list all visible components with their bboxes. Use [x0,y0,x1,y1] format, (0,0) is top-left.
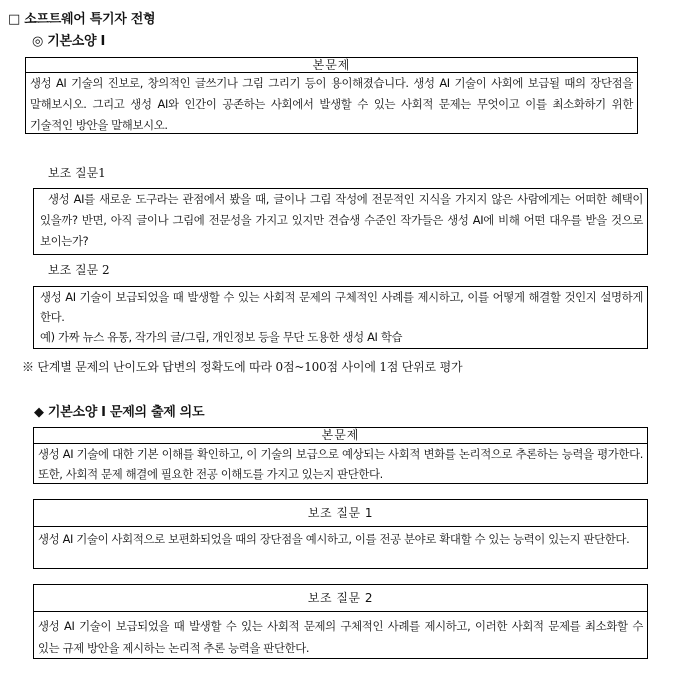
intent-sub1-text: 생성 AI 기술이 사회적으로 보편화되었을 때의 장단점을 예시하고, 이를 전공 분야로 확대할 수 있는 능력이 있는지 판단한다. [38,532,630,546]
section-subtitle: ◎ 기본소양 I [32,34,106,49]
intent-section-title: ◆ 기본소양 I 문제의 출제 의도 [34,405,205,420]
sub-question-2-example: 예) 가짜 뉴스 유통, 작가의 글/그림, 개인정보 등을 무단 도용한 생성 AI 학습 [40,330,403,344]
intent-sub2-box [33,584,648,659]
main-question-box [25,57,638,134]
main-question-title: 본문제 [26,58,637,73]
intent-sub2-text: 생성 AI 기술이 보급되었을 때 발생할 수 있는 사회적 문제의 구체적인 사례를 제시하고, 이러한 사회적 문제를 최소화할 수 있는 규제 방안을 제시하는 논리적 추론 능력을 판단한다. [38,619,643,655]
intent-sub1-title: 보조 질문 1 [34,500,647,527]
sub-question-2-text: 생성 AI 기술이 보급되었을 때 발생할 수 있는 사회적 문제의 구체적인 사례를 제시하고, 이를 어떻게 해결할 것인지 설명하게 한다. [40,290,643,324]
sub-question-1-box [33,188,648,255]
scoring-note: ※ 단계별 문제의 난이도와 답변의 정확도에 따라 0점~100점 사이에 1점 단위로 평가 [22,360,463,374]
intent-sub2-title: 보조 질문 2 [34,585,647,612]
intent-main-title: 본문제 [34,428,647,444]
document-title: □ 소프트웨어 특기자 전형 [8,12,156,27]
main-question-text: 생성 AI 기술의 진보로, 창의적인 글쓰기나 그림 그리기 등이 용이해졌습니다. 생성 AI 기술이 사회에 보급될 때의 장단점을 말해보시오. 그리고 생성 AI와 인간이 공존하는 사회에서 발생할 수 있는 사회적 문제는 무엇이고 이를 최소화하기 위한 기술적인 방안을 말해보시오. [30,76,633,132]
intent-sub1-box [33,499,648,569]
intent-main-box [33,427,648,484]
sub-question-2-box [33,286,648,349]
sub-question-2-label: 보조 질문 2 [48,263,110,277]
sub-question-1-text: 생성 AI를 새로운 도구라는 관점에서 봤을 때, 글이나 그림 작성에 전문적인 지식을 가지지 않은 사람에게는 어떠한 혜택이 있을까? 반면, 아직 글이나 그림에 전문성을 가지고 있지만 견습생 수준인 작가들은 생성 AI에 비해 어떤 대우를 받을 것으로 보이는가? [40,192,643,248]
intent-main-text: 생성 AI 기술에 대한 기본 이해를 확인하고, 이 기술의 보급으로 예상되는 사회적 변화를 논리적으로 추론하는 능력을 평가한다. 또한, 사회적 문제 해결에 필요한 전공 이해도를 가지고 있는지 판단한다. [38,447,643,481]
sub-question-1-label: 보조 질문1 [48,166,106,180]
